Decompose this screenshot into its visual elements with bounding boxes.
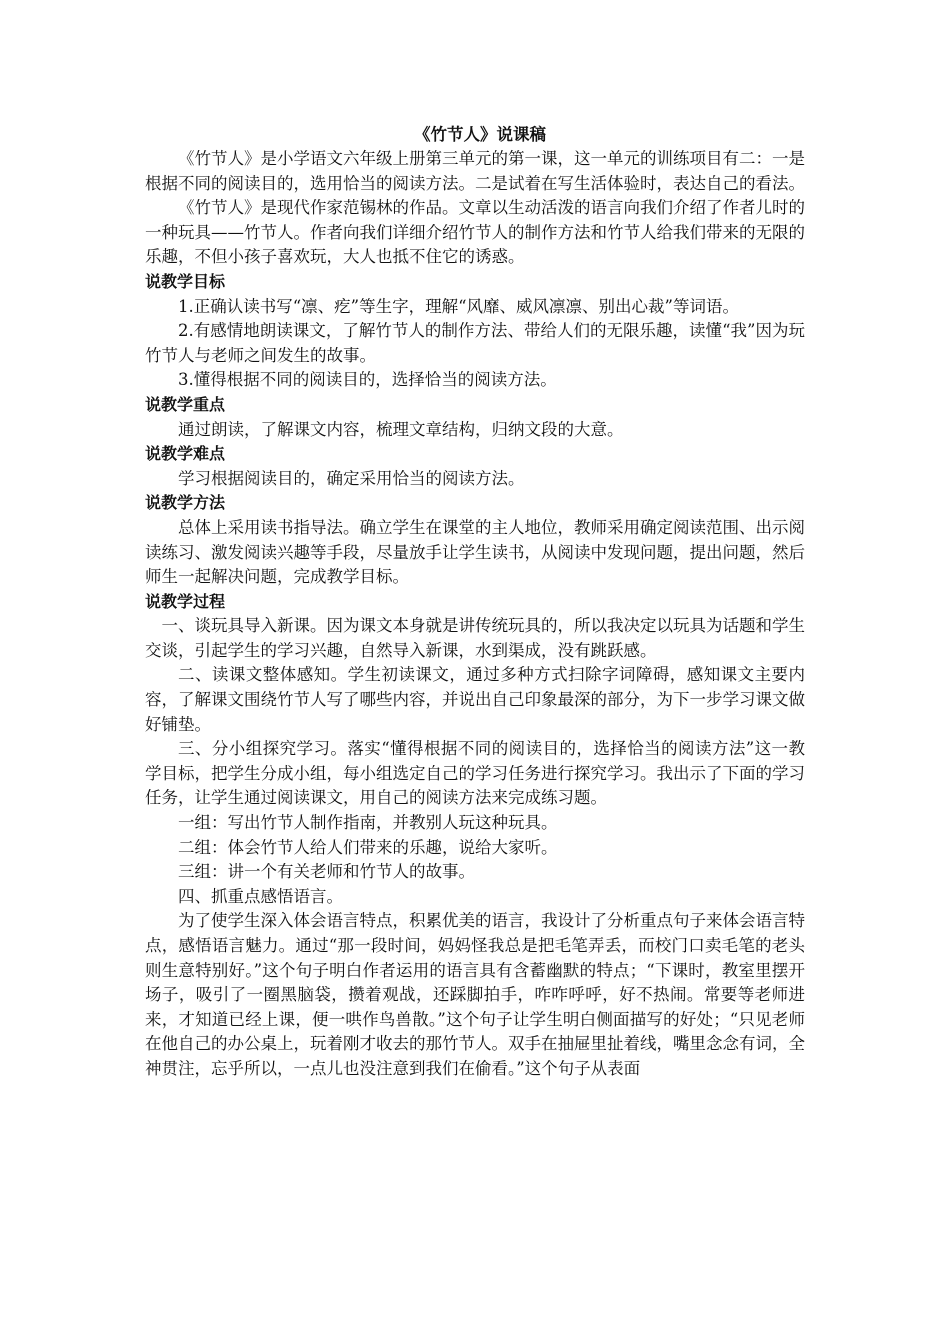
- process-heading: 说教学过程: [145, 591, 226, 611]
- document-body: [145, 122, 805, 1082]
- process-step-1: 一、谈玩具导入新课。因为课文本身就是讲传统玩具的，所以我决定以玩具为话题和学生交谈，引起学生的学习兴趣，自然导入新课，水到渠成，没有跳跃感。: [145, 616, 805, 660]
- intro-paragraph-2: 《竹节人》是现代作家范锡林的作品。文章以生动活泼的语言向我们介绍了作者儿时的一种玩具——竹节人。作者向我们详细介绍竹节人的制作方法和竹节人给我们带来的无限的乐趣，不但小孩子喜欢玩，大人也抵不住它的诱惑。: [145, 198, 805, 267]
- document-title: 《竹节人》说课稿: [414, 125, 546, 144]
- key-point-heading: 说教学重点: [145, 394, 226, 414]
- difficulty-text: 学习根据阅读目的，确定采用恰当的阅读方法。: [178, 468, 525, 488]
- goal-item-2: 2.有感情地朗读课文，了解竹节人的制作方法、带给人们的无限乐趣，读懂“我”因为玩竹节人与老师之间发生的故事。: [145, 321, 805, 365]
- process-step-2: 二、读课文整体感知。学生初读课文，通过多种方式扫除字词障碍，感知课文主要内容，了解课文围绕竹节人写了哪些内容，并说出自己印象最深的部分，为下一步学习课文做好铺垫。: [145, 665, 805, 734]
- method-heading: 说教学方法: [145, 493, 226, 513]
- process-step-3: 三、分小组探究学习。落实“懂得根据不同的阅读目的，选择恰当的阅读方法”这一教学目标，把学生分成小组，每小组选定自己的学习任务进行探究学习。我出示了下面的学习任务，让学生通过阅读课文，用自己的阅读方法来完成练习题。: [145, 739, 805, 808]
- group-task-3: 三组：讲一个有关老师和竹节人的故事。: [178, 862, 475, 882]
- key-point-text: 通过朗读，了解课文内容，梳理文章结构，归纳文段的大意。: [178, 419, 624, 439]
- process-step-4: 四、抓重点感悟语言。: [178, 886, 343, 906]
- goal-item-1: 1.正确认读书写“凛、疙”等生字，理解“风靡、威风凛凛、别出心裁”等词语。: [178, 296, 739, 316]
- goals-heading: 说教学目标: [145, 271, 226, 291]
- difficulty-heading: 说教学难点: [145, 444, 226, 464]
- goal-item-3: 3.懂得根据不同的阅读目的，选择恰当的阅读方法。: [178, 370, 557, 390]
- process-step-4-detail: 为了使学生深入体会语言特点，积累优美的语言，我设计了分析重点句子来体会语言特点，感悟语言魅力。通过“那一段时间，妈妈怪我总是把毛笔弄丢，而校门口卖毛笔的老头则生意特别好。”这个句子明白作者运用的语言具有含蓄幽默的特点；“下课时，教室里摆开场子，吸引了一圈黑脑袋，攒着观战，还踩脚拍手，咋咋呼呼，好不热闹。常要等老师进来，才知道已经上课，便一哄作鸟兽散。”这个句子让学生明白侧面描写的好处；“只见老师在他自己的办公桌上，玩着刚才收去的那竹节人。双手在抽屉里扯着线，嘴里念念有词，全神贯注，忘乎所以，一点儿也没注意到我们在偷看。”这个句子从表面: [145, 911, 805, 1078]
- group-task-1: 一组：写出竹节人制作指南，并教别人玩这种玩具。: [178, 813, 558, 833]
- group-task-2: 二组：体会竹节人给人们带来的乐趣，说给大家听。: [178, 837, 558, 857]
- method-text: 总体上采用读书指导法。确立学生在课堂的主人地位，教师采用确定阅读范围、出示阅读练习、激发阅读兴趣等手段，尽量放手让学生读书，从阅读中发现问题，提出问题，然后师生一起解决问题，完成教学目标。: [145, 517, 805, 587]
- intro-paragraph-1: 《竹节人》是小学语文六年级上册第三单元的第一课，这一单元的训练项目有二：一是根据不同的阅读目的，选用恰当的阅读方法。二是试着在写生活体验时，表达自己的看法。: [145, 149, 805, 193]
